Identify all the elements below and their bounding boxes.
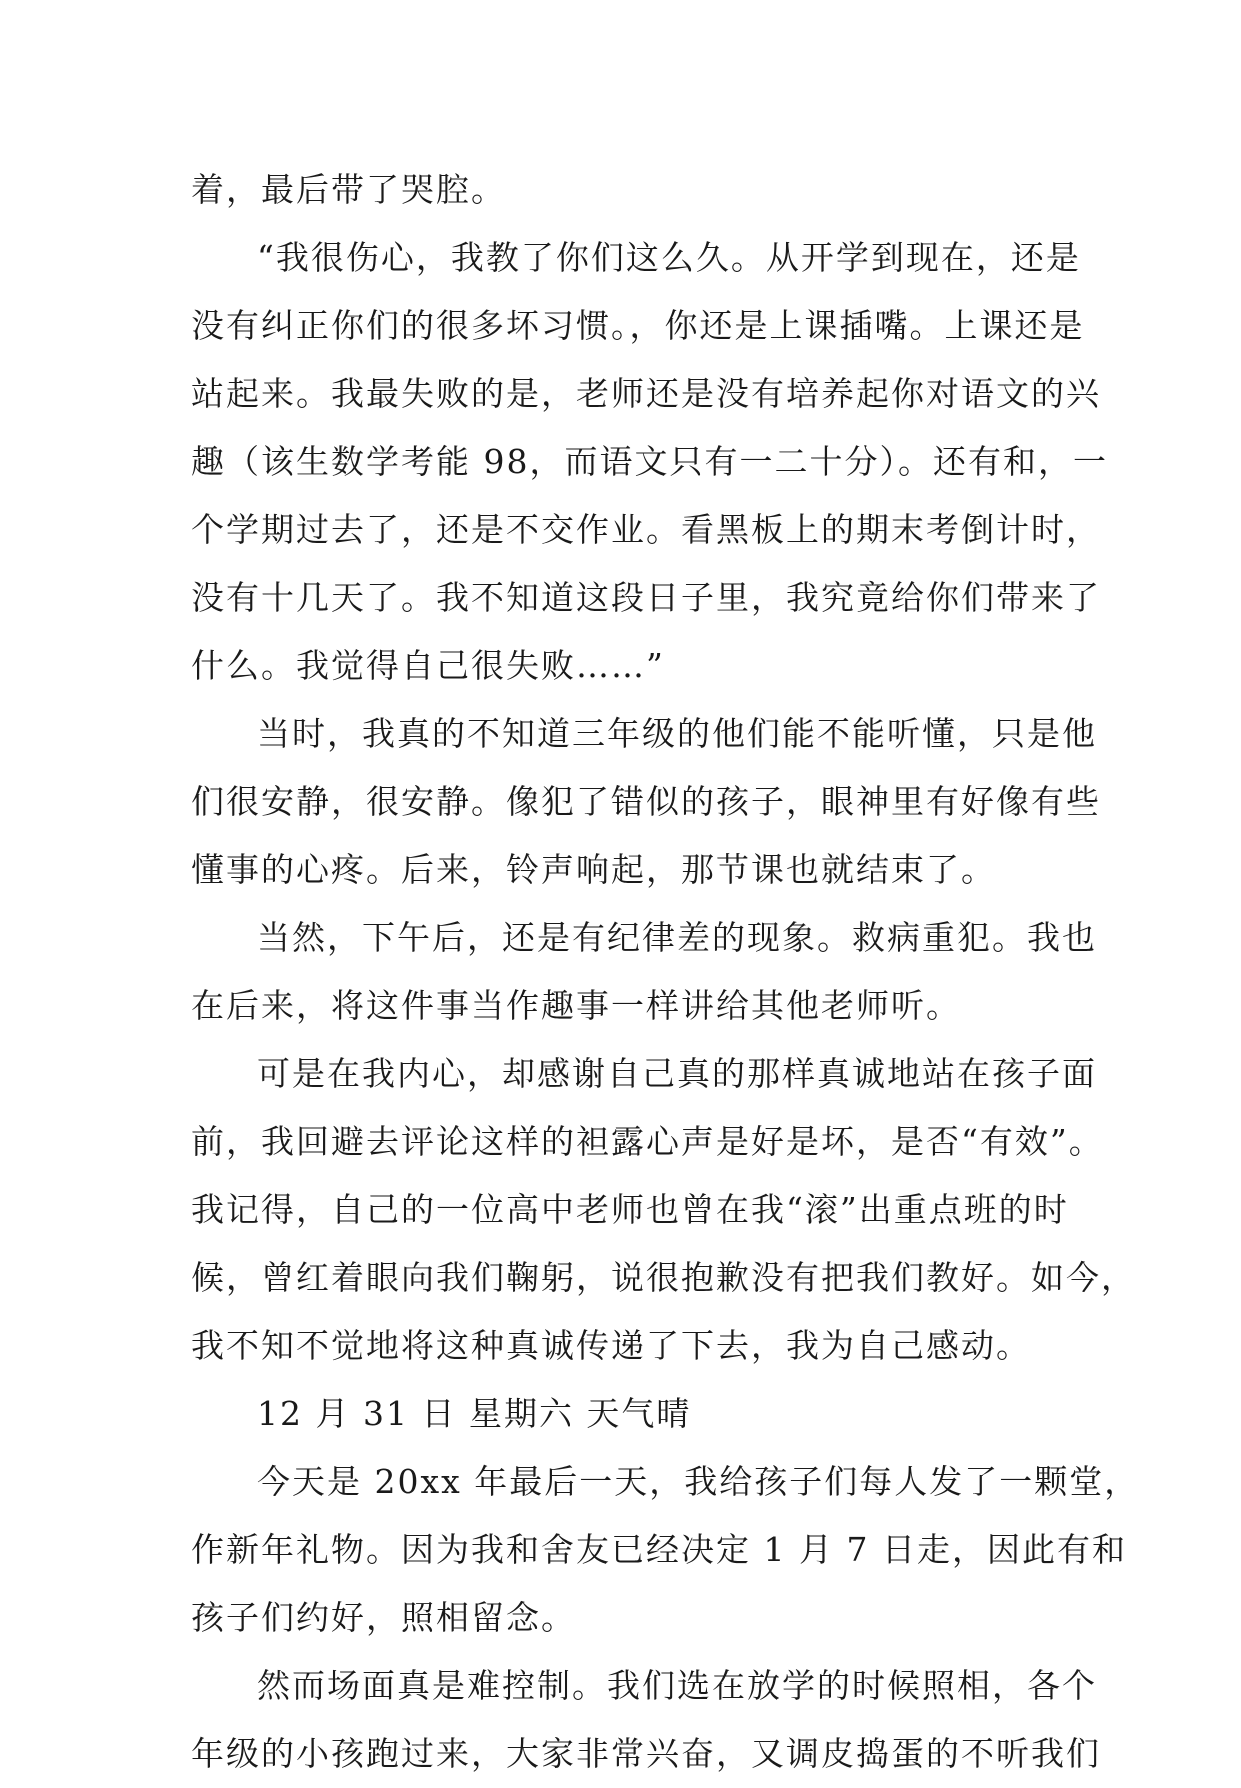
text-line: 没有十几天了。我不知道这段日子里，我究竟给你们带来了 — [191, 578, 1101, 617]
text-line: “我很伤心，我教了你们这么久。从开学到现在，还是 — [257, 238, 1081, 277]
text-line: 前，我回避去评论这样的袒露心声是好是坏，是否“有效”。 — [191, 1122, 1104, 1161]
text-line: 我记得，自己的一位高中老师也曾在我“滚”出重点班的时 — [191, 1190, 1069, 1229]
text-line: 12 月 31 日 星期六 天气晴 — [257, 1394, 692, 1433]
text-line: 个学期过去了，还是不交作业。看黑板上的期末考倒计时， — [191, 510, 1101, 549]
text-line: 什么。我觉得自己很失败……” — [191, 646, 665, 685]
text-line: 在后来，将这件事当作趣事一样讲给其他老师听。 — [191, 986, 961, 1025]
text-line: 当然，下午后，还是有纪律差的现象。救病重犯。我也 — [257, 918, 1097, 957]
text-line: 今天是 20xx 年最后一天，我给孩子们每人发了一颗堂， — [257, 1462, 1140, 1501]
text-line: 可是在我内心，却感谢自己真的那样真诚地站在孩子面 — [257, 1054, 1097, 1093]
text-line: 年级的小孩跑过来，大家非常兴奋，又调皮捣蛋的不听我们 — [191, 1734, 1101, 1773]
text-line: 作新年礼物。因为我和舍友已经决定 1 月 7 日走，因此有和 — [191, 1530, 1127, 1569]
text-line: 趣（该生数学考能 98，而语文只有一二十分）。还有和，一 — [191, 442, 1108, 481]
document-body — [191, 156, 1140, 1788]
text-line: 懂事的心疼。后来，铃声响起，那节课也就结束了。 — [191, 850, 996, 889]
text-line: 孩子们约好，照相留念。 — [191, 1598, 576, 1637]
text-line: 着，最后带了哭腔。 — [191, 170, 506, 209]
text-line: 候，曾红着眼向我们鞠躬，说很抱歉没有把我们教好。如今， — [191, 1258, 1136, 1297]
text-line: 没有纠正你们的很多坏习惯。，你还是上课插嘴。上课还是 — [191, 306, 1085, 345]
text-line: 然而场面真是难控制。我们选在放学的时候照相，各个 — [257, 1666, 1097, 1705]
text-line: 我不知不觉地将这种真诚传递了下去，我为自己感动。 — [191, 1326, 1031, 1365]
text-line: 当时，我真的不知道三年级的他们能不能听懂，只是他 — [257, 714, 1097, 753]
text-line: 站起来。我最失败的是，老师还是没有培养起你对语文的兴 — [191, 374, 1101, 413]
text-line: 们很安静，很安静。像犯了错似的孩子，眼神里有好像有些 — [191, 782, 1101, 821]
